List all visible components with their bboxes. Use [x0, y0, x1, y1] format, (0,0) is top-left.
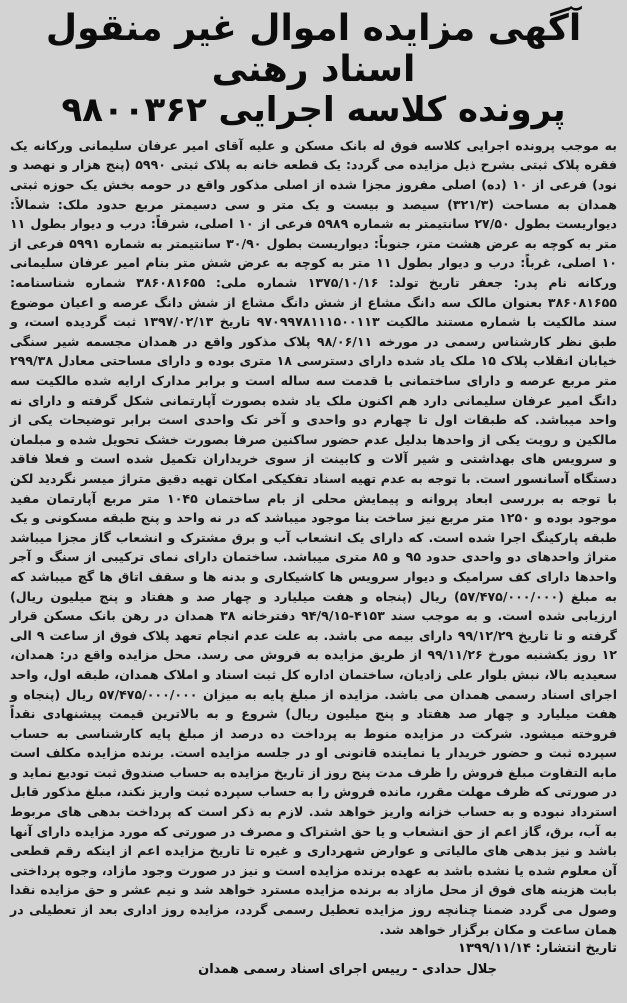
publication-date: تاریخ انتشار: ۱۳۹۹/۱۱/۱۴: [458, 941, 617, 957]
notice-body: به موجب پرونده اجرایی کلاسه فوق له بانک مسکن و علیه آقای امیر عرفان سلیمانی ورکانه یک فقره پلاک ثبتی بشرح ذیل مزایده می گردد: یک قطعه خانه به پلاک ثبتی ۵۹۹۰ (پنج هزار و نهصد و نود) فرعی از ۱۰ (ده) اصلی مفروز مجزا شده از اصلی مذکور واقع در حومه بخش یک حوزه ثبتی همدان به مساحت (۳۲۱/۳) سیصد و بیست و یک متر و سی دسیمتر مربع حدود ملک: شمالاً: دیواریست بطول ۲۷/۵۰ سانتیمتر به شماره ۵۹۸۹ فرعی از ۱۰ اصلی، شرقاً: درب و دیوار بطول ۱۱ متر به کوچه به عرض هشت متر، جنوباً: دیواریست بطول ۳۰/۹۰ سانتیمتر به شماره ۵۹۹۱ فرعی از ۱۰ اصلی، غرباً: درب و دیوار بطول ۱۱ متر به کوچه به عرض شش متر بنام امیر عرفان سلیمانی ورکانه نام پدر: جعفر تاریخ تولد: ۱۳۷۵/۱۰/۱۶ شماره ملی: ۳۸۶۰۸۱۶۵۵ شماره شناسنامه: ۳۸۶۰۸۱۶۵۵ بعنوان مالک سه دانگ مشاع از شش دانگ مشاع از شش دانگ عرصه و اعیان موضوع سند مالکیت با شماره مستند مالکیت ۹۷۰۹۹۷۸۱۱۱۵۰۰۱۱۳ تاریخ ۱۳۹۷/۰۲/۱۳ ثبت گردیده است، و طبق نظر کارشناس رسمی در مورخه ۹۸/۰۶/۱۱ پلاک مذکور واقع در همدان مجسمه شیر سنگی خیابان انقلاب پلاک ۱۵ ملک یاد شده دارای دسترسی ۱۸ متری بوده و دارای مساحتی معادل ۲۹۹/۳۸ متر مربع عرصه و دارای ساختمانی با قدمت سه ساله است و برابر مدارک ارایه شده مالکیت سه دانگ امیر عرفان سلیمانی دارد هم اکنون ملک یاد شده بصورت آپارتمانی شکل گرفته و دارای نه واحد میباشد. که طبقات اول تا چهارم دو واحدی و آخر تک واحدی است برابر توضیحات یکی از مالکین و رویت یکی از واحدها بدلیل عدم حضور ساکنین صرفا بصورت خشک تحویل شده و مبلمان و سرویس های بهداشتی و شیر آلات و کابینت از سوی خریداران تکمیل شده است و فعلا فاقد دستگاه آسانسور است. با توجه به عدم تهیه اسناد تفکیکی امکان تهیه دقیق متراژ میسر نگردید لکن با توجه به بررسی ابعاد پروانه و پیمایش محلی از بام ساختمان ۱۰۴۵ متر مربع آپارتمان مفید موجود بوده و ۱۲۵۰ متر مربع نیز ساخت بنا موجود میباشد که در نه واحد و پنج طبقه مسکونی و یک طبقه پارکینگ اجرا شده است. که دارای یک انشعاب آب و برق مشترک و انشعاب گاز مجزا میباشد متراژ واحدهای دو واحدی حدود ۹۵ و ۸۵ متری میباشد. ساختمان دارای نمای ترکیبی از سنگ و آجر واحدها دارای کف سرامیک و دیوار سرویس ها کاشیکاری و بدنه ها و سقف اتاق ها گچ میباشد که به مبلغ (۵۷/۴۷۵/۰۰۰/۰۰۰) ریال (پنجاه و هفت میلیارد و چهار صد و هفتاد و پنج میلیون ریال) ارزیابی شده است. و به موجب سند ۴۱۵۳-۹۴/۹/۱۵ دفترخانه ۳۸ همدان در رهن بانک مسکن قرار گرفته و تا تاریخ ۹۹/۱۲/۲۹ دارای بیمه می باشد. به علت عدم انجام تعهد پلاک فوق از ساعت ۹ الی ۱۲ روز یکشنبه مورخ ۹۹/۱۱/۲۶ از طریق مزایده به فروش می رسد. محل مزایده واقع در: همدان، سعیدیه بالا، نبش بلوار علی زادیان، ساختمان اداره کل ثبت اسناد و املاک همدان، طبقه اول، واحد اجرای اسناد رسمی همدان می باشد. مزایده از مبلغ پایه به میزان ۵۷/۴۷۵/۰۰۰/۰۰۰ ریال (پنجاه و هفت میلیارد و چهار صد هفتاد و پنج میلیون ریال) شروع و به بالاترین قیمت پیشنهادی نقداً فروخته میشود. شرکت در مزایده منوط به پرداخت ده درصد از مبلغ پایه کارشناسی به حساب سپرده ثبت و حضور خریدار یا نماینده قانونی او در جلسه مزایده است. برنده مزایده مکلف است مابه التفاوت مبلغ فروش را ظرف مدت پنج روز از تاریخ مزایده به حساب صندوق ثبت تودیع نماید و در صورتی که ظرف مهلت مقرر، مانده فروش را به حساب سپرده ثبت واریز نکند، مبلغ مذکور قابل استرداد نبوده و به حساب خزانه واریز خواهد شد. لازم به ذکر است که پرداخت بدهی های مربوط به آب، برق، گاز اعم از حق انشعاب و یا حق اشتراک و مصرف در صورتی که مورد مزایده دارای آنها باشد و نیز بدهی های مالیاتی و عوارض شهرداری و غیره تا تاریخ مزایده اعم از اینکه رقم قطعی آن معلوم شده یا نشده باشد به عهده برنده مزایده است و نیز در صورت وجود مازاد، وجوه پرداختی بابت هزینه های فوق از محل مازاد به برنده مزایده مسترد خواهد شد و نیم عشر و حق مزایده نقدا وصول می گردد ضمنا چنانچه روز مزایده تعطیل رسمی گردد، مزایده روز اداری بعد از تعطیلی در همان ساعت و مکان برگزار خواهد شد.: [10, 137, 618, 937]
case-number-title: پرونده کلاسه اجرایی ۹۸۰۰۳۶۲: [61, 89, 566, 130]
signature-line: جلال حدادی - رییس اجرای اسناد رسمی همدان: [198, 962, 497, 978]
notice-title: آگهی مزایده اموال غیر منقول اسناد رهنی: [45, 8, 582, 91]
